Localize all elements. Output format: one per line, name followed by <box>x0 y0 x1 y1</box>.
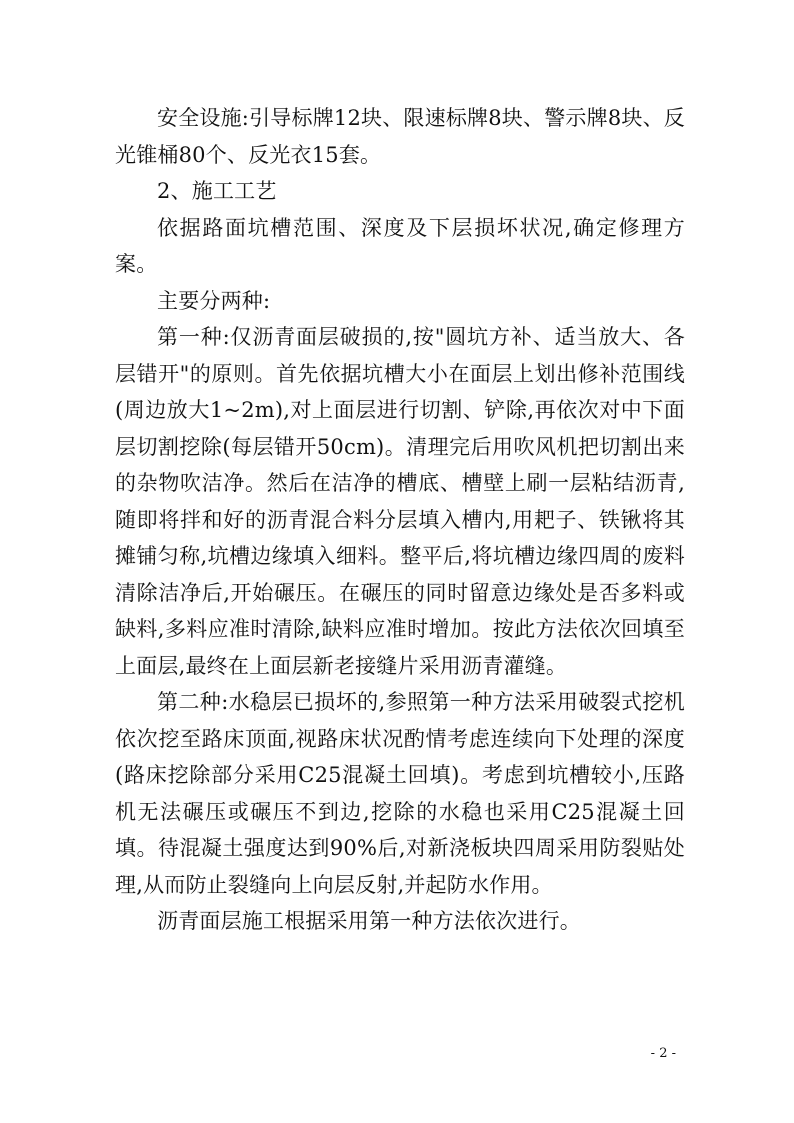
method-two-paragraph: 第二种:水稳层已损坏的,参照第一种方法采用破裂式挖机依次挖至路床顶面,视路床状况酌情考虑连续向下处理的深度(路床挖除部分采用C25混凝土回填)。考虑到坑槽较小,压路机无法碾压或碾压不到边,挖除的水稳也采用C25混凝土回填。待混凝土强度达到90%后,对新浇板块四周采用防裂贴处理,从而防止裂缝向上向层反射,并起防水作用。 <box>115 690 685 897</box>
method-one-paragraph: 第一种:仅沥青面层破损的,按"圆坑方补、适当放大、各层错开"的原则。首先依据坑槽大小在面层上划出修补范围线(周边放大1~2m),对上面层进行切割、铲除,再依次对中下面层切割挖除(每层错开50cm)。清理完后用吹风机把切割出来的杂物吹洁净。然后在洁净的槽底、槽壁上刷一层粘结沥青,随即将拌和好的沥青混合料分层填入槽内,用耙子、铁锹将其摊铺匀称,坑槽边缘填入细料。整平后,将坑槽边缘四周的废料清除洁净后,开始碾压。在碾压的同时留意边缘处是否多料或缺料,多料应准时清除,缺料应准时增加。按此方法依次回填至上面层,最终在上面层新老接缝片采用沥青灌缝。 <box>115 325 685 678</box>
safety-facilities-paragraph: 安全设施:引导标牌12块、限速标牌8块、警示牌8块、反光锥桶80个、反光衣15套。 <box>115 106 685 167</box>
repair-plan-paragraph: 依据路面坑槽范围、深度及下层损坏状况,确定修理方案。 <box>115 215 685 276</box>
document-body <box>115 100 685 940</box>
section-heading-construction-process: 2、施工工艺 <box>157 179 277 203</box>
asphalt-construction-paragraph: 沥青面层施工根据采用第一种方法依次进行。 <box>157 909 581 933</box>
two-methods-intro: 主要分两种: <box>157 288 271 313</box>
page-number: - 2 - <box>650 1046 676 1061</box>
